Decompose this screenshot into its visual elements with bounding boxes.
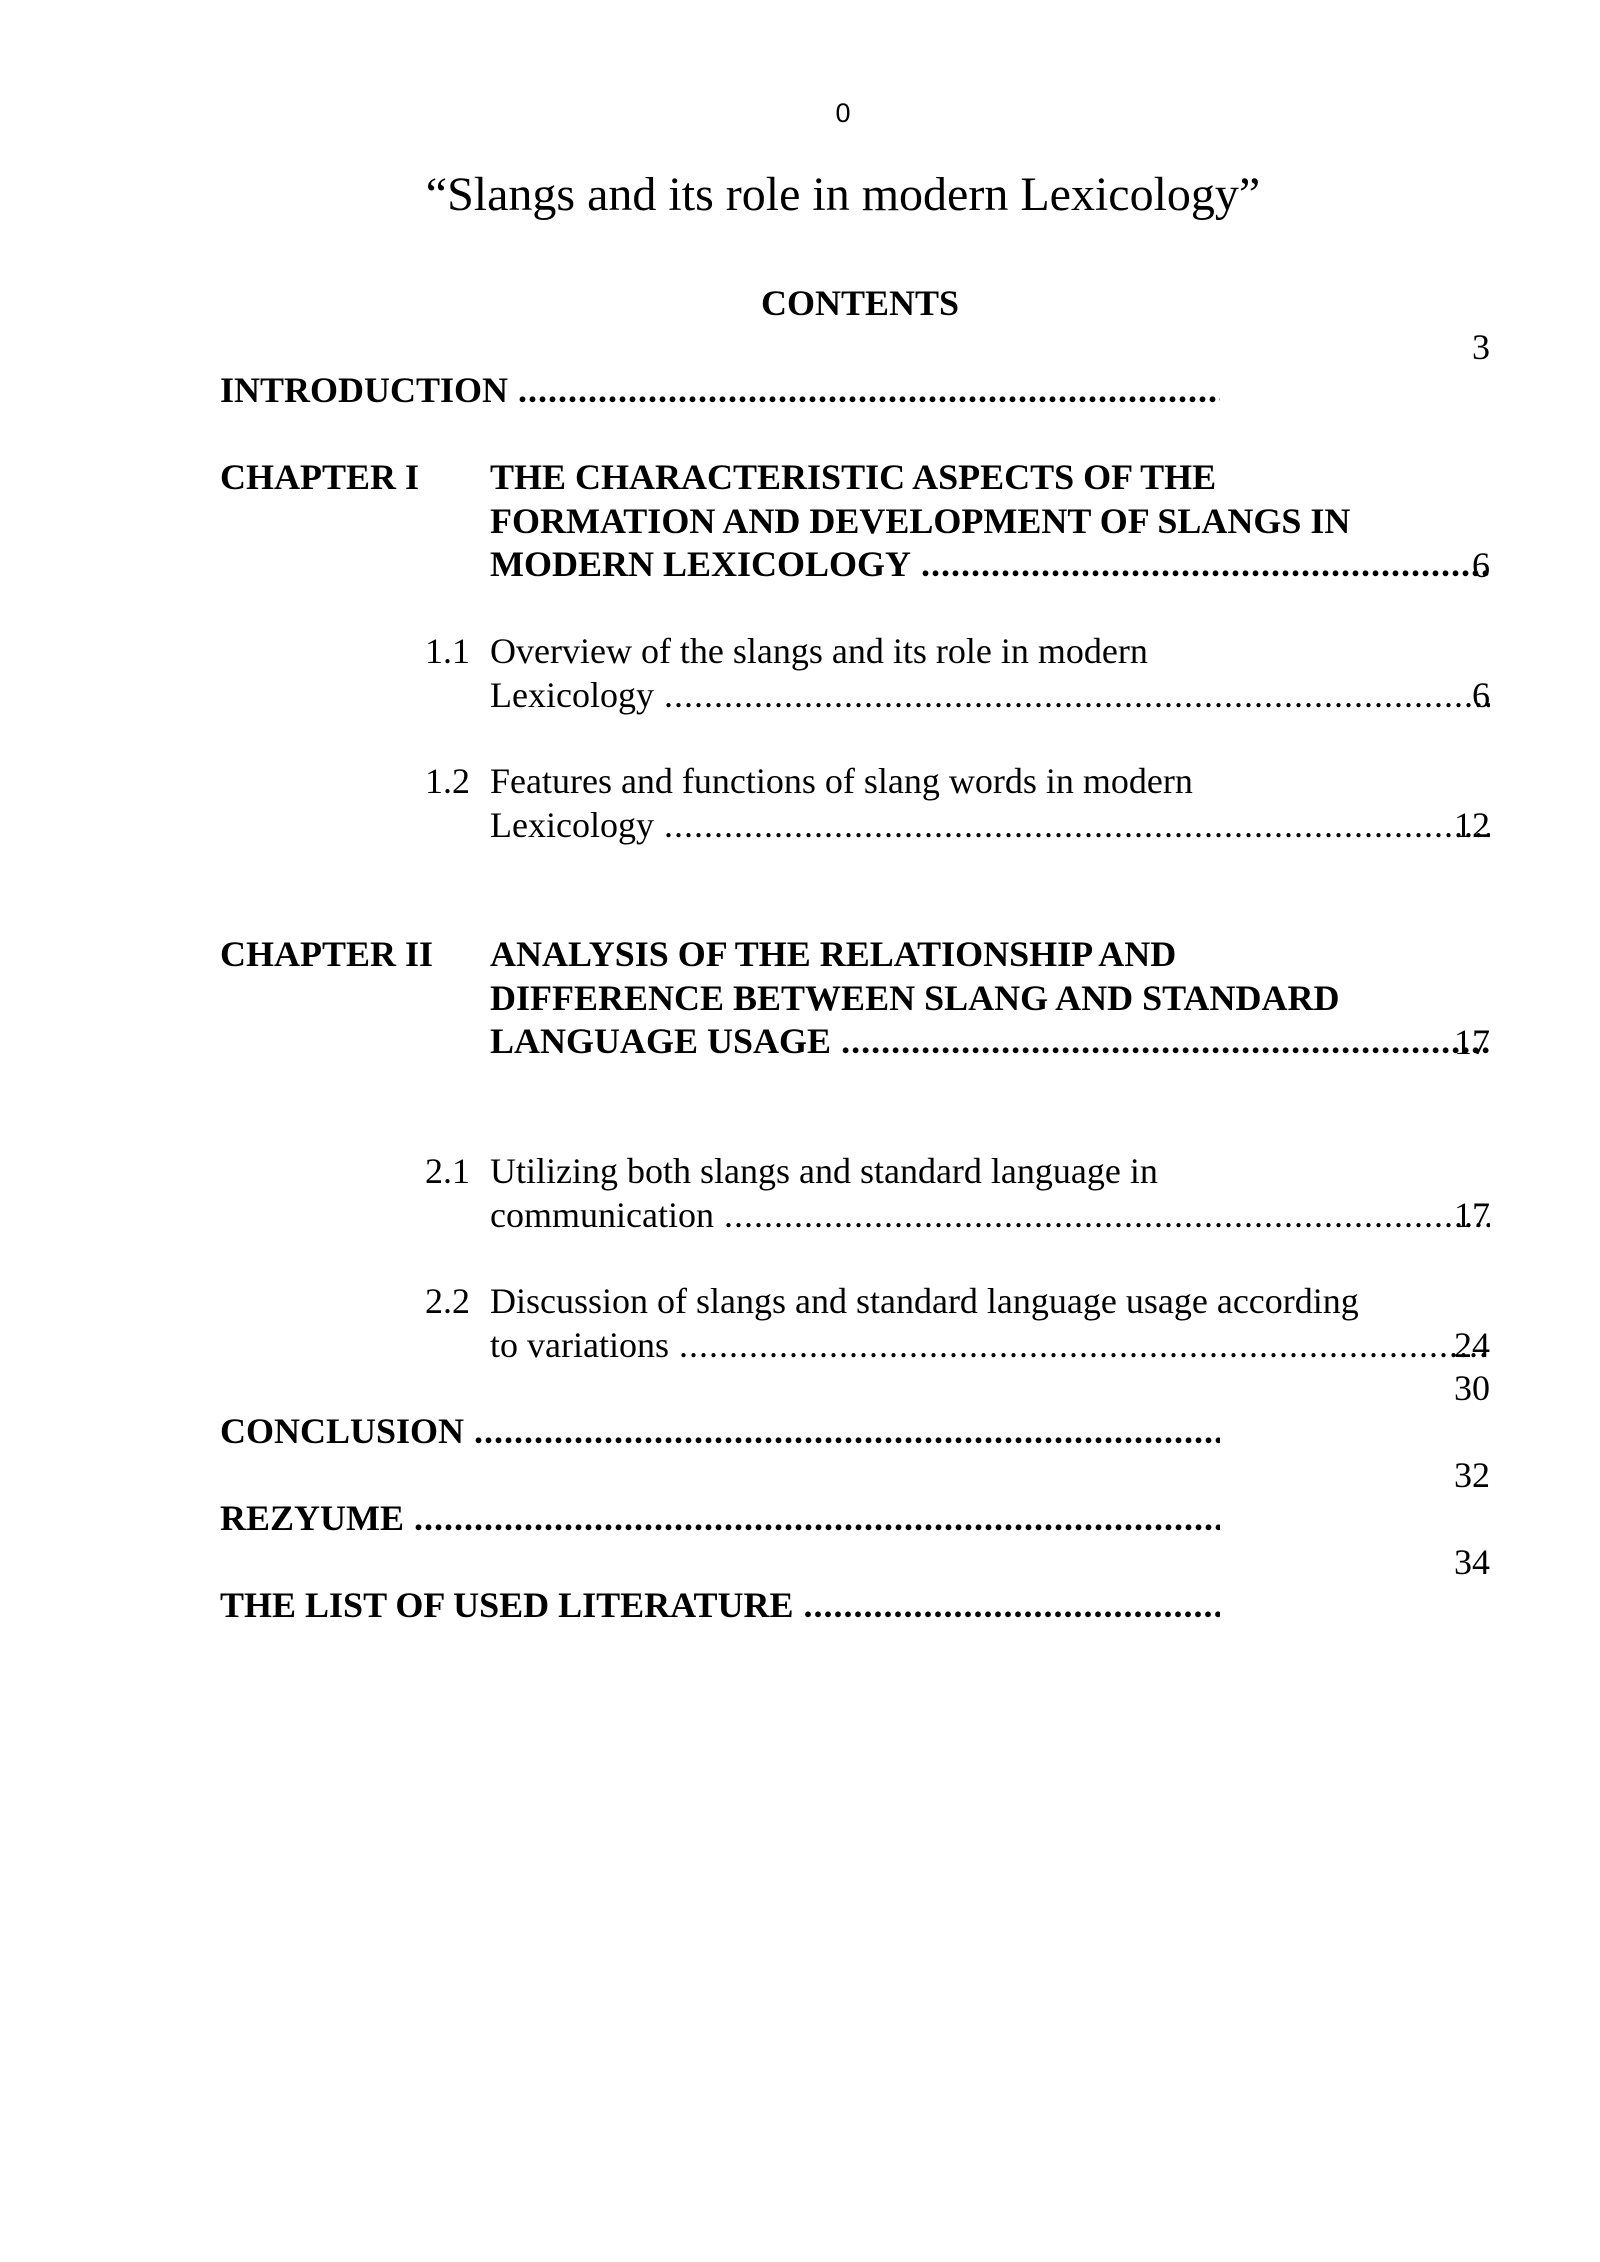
toc-entry-section-1-1[interactable]: [220, 630, 1490, 717]
chapter-title-line: LANGUAGE USAGE: [490, 1021, 832, 1061]
section-title-line: Utilizing both slangs and standard language in: [490, 1151, 1158, 1191]
toc-entry-label: INTRODUCTION: [220, 370, 509, 410]
section-title-line: Overview of the slangs and its role in modern: [490, 631, 1148, 671]
toc-page-number: 3: [1472, 326, 1490, 367]
dot-leader: [518, 369, 1220, 413]
toc-page-number: 17: [1454, 1021, 1490, 1062]
page-number: 0: [835, 98, 851, 128]
chapter-title-line: MODERN LEXICOLOGY: [490, 544, 912, 584]
dot-leader: [841, 1020, 1490, 1064]
chapter-title-line: THE CHARACTERISTIC ASPECTS OF THE: [490, 457, 1217, 497]
dot-leader: [804, 1584, 1220, 1628]
chapter-title-line: DIFFERENCE BETWEEN SLANG AND STANDARD: [490, 977, 1340, 1018]
contents-heading: CONTENTS: [760, 283, 960, 323]
section-number: 2.2: [425, 1281, 470, 1321]
toc-page-number: 6: [1472, 674, 1490, 715]
section-title-line: Lexicology: [490, 674, 654, 715]
section-number: 2.1: [425, 1151, 470, 1191]
section-title-line: Features and functions of slang words in modern: [490, 761, 1193, 801]
chapter-title-line: ANALYSIS OF THE RELATIONSHIP AND: [490, 934, 1177, 974]
section-title-line: Discussion of slangs and standard language usage according: [490, 1281, 1359, 1321]
toc-entry-section-2-2[interactable]: [220, 1280, 1490, 1367]
toc-entry-chapter-2[interactable]: [220, 933, 1490, 1064]
dot-leader: [664, 674, 1490, 718]
toc-page-number: 32: [1454, 1454, 1490, 1495]
toc-page-number: 6: [1472, 544, 1490, 585]
toc-page-number: 24: [1454, 1324, 1490, 1365]
section-number: 1.2: [425, 761, 470, 801]
toc-entry-chapter-1[interactable]: [220, 456, 1490, 587]
dot-leader: [679, 1324, 1490, 1368]
toc-entry-label: CONCLUSION: [220, 1411, 465, 1451]
toc-page-number: 17: [1454, 1194, 1490, 1235]
chapter-number: CHAPTER II: [220, 934, 434, 974]
dot-leader: [474, 1410, 1220, 1454]
toc-page-number: 12: [1454, 804, 1490, 845]
dot-leader: [921, 543, 1490, 587]
section-title-line: Lexicology: [490, 804, 654, 845]
document-title: “Slangs and its role in modern Lexicology”: [425, 168, 1261, 221]
toc-entry-label: REZYUME: [220, 1498, 405, 1538]
chapter-title-line: FORMATION AND DEVELOPMENT OF SLANGS IN: [490, 500, 1351, 541]
toc-page-number: 34: [1454, 1541, 1490, 1582]
toc-entry-section-1-2[interactable]: [220, 760, 1490, 847]
dot-leader: [664, 804, 1490, 848]
section-number: 1.1: [425, 631, 470, 671]
dot-leader: [414, 1497, 1220, 1541]
toc-entry-section-2-1[interactable]: [220, 1150, 1490, 1237]
toc-page-number: 30: [1454, 1367, 1490, 1408]
dot-leader: [724, 1194, 1490, 1238]
toc-entry-label: THE LIST OF USED LITERATURE: [220, 1585, 794, 1625]
section-title-line: communication: [490, 1194, 714, 1235]
section-title-line: to variations: [490, 1324, 669, 1365]
chapter-number: CHAPTER I: [220, 457, 420, 497]
